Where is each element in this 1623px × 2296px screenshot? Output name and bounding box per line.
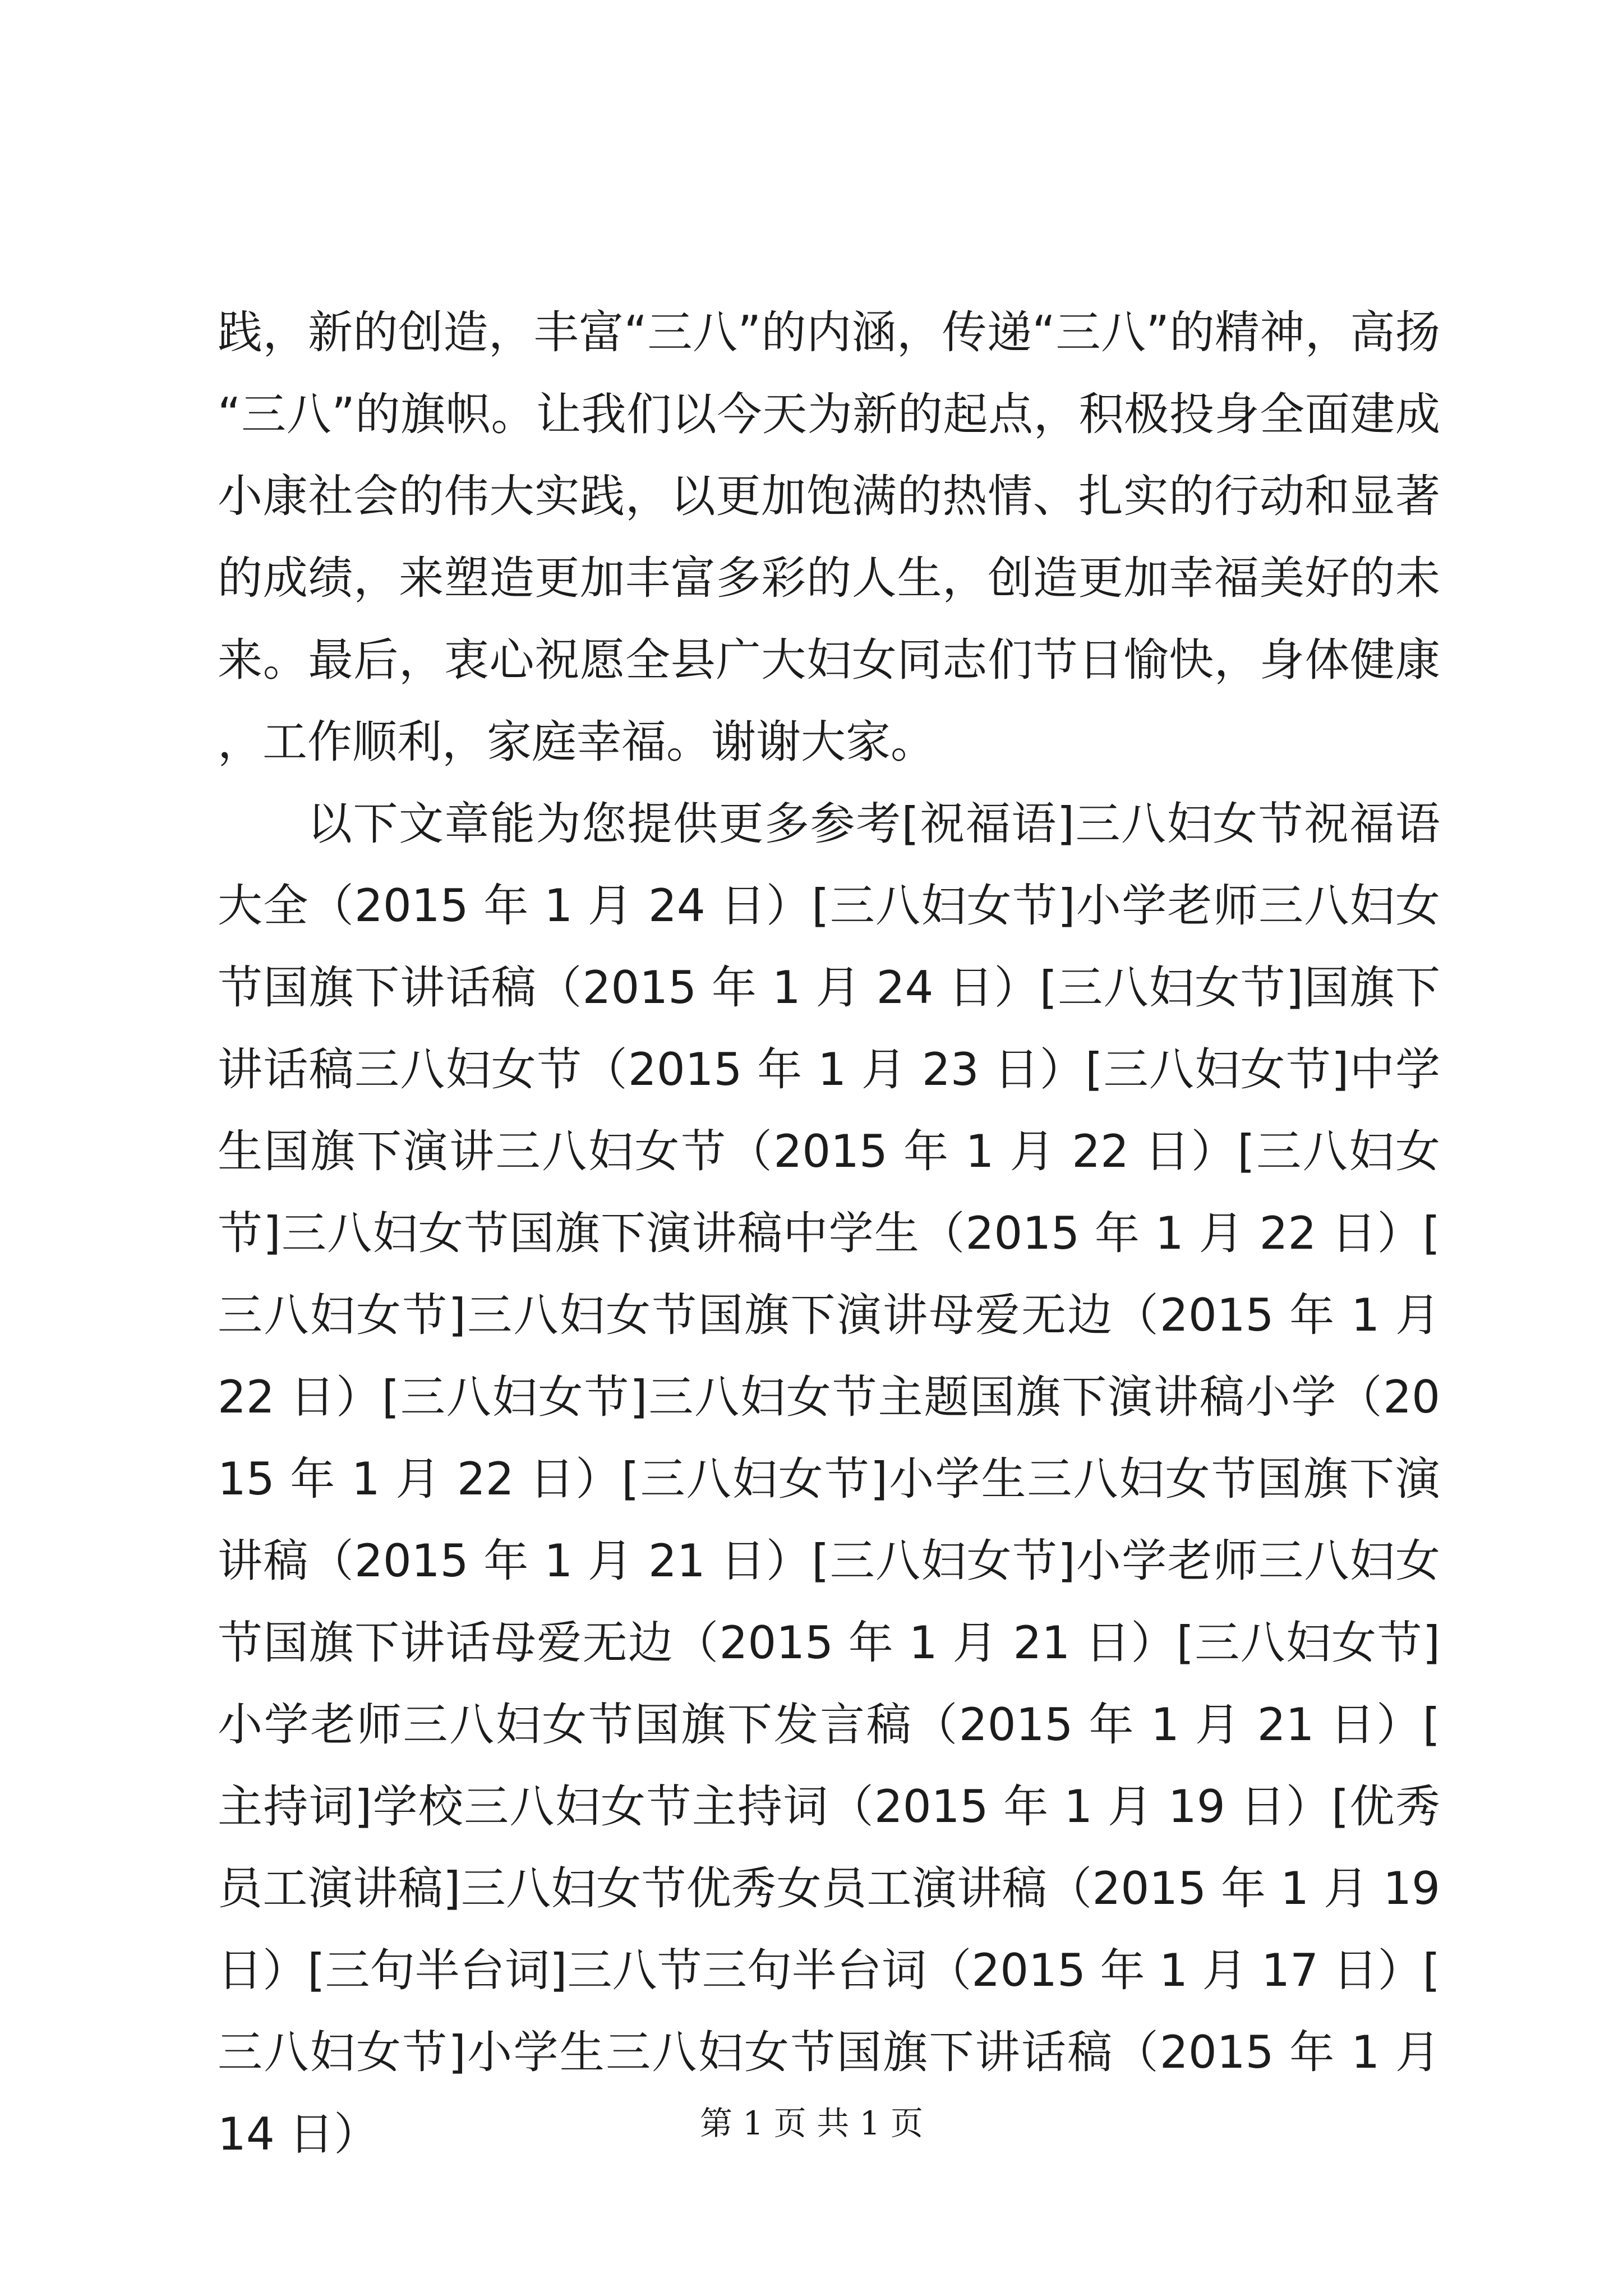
document-body (218, 292, 1440, 2175)
page-footer: 第 1 页 共 1 页 (700, 2104, 923, 2142)
closing-paragraph: 践，新的创造，丰富“三八”的内涵，传递“三八”的精神，高扬“三八”的旗帜。让我们以今天为新的起点，积极投身全面建成小康社会的伟大实践，以更加饱满的热情、扎实的行动和显著的成绩，来塑造更加丰富多彩的人生，创造更加幸福美好的未来。最后，衷心祝愿全县广大妇女同志们节日愉快，身体健康，工作顺利，家庭幸福。谢谢大家。 (218, 306, 1440, 768)
related-articles-paragraph: 以下文章能为您提供更多参考[祝福语]三八妇女节祝福语大全（2015 年 1 月 24 日）[三八妇女节]小学老师三八妇女节国旗下讲话稿（2015 年 1 月 24 日）[三八妇女节]国旗下讲话稿三八妇女节（2015 年 1 月 23 日）[三八妇女节]中学生国旗下演讲三八妇女节（2015 年 1 月 22 日）[三八妇女节]三八妇女节国旗下演讲稿中学生（2015 年 1 月 22 日）[三八妇女节]三八妇女节国旗下演讲母爱无边（2015 年 1 月 22 日）[三八妇女节]三八妇女节主题国旗下演讲稿小学（2015 年 1 月 22 日）[三八妇女节]小学生三八妇女节国旗下演讲稿（2015 年 1 月 21 日）[三八妇女节]小学老师三八妇女节国旗下讲话母爱无边（2015 年 1 月 21 日）[三八妇女节]小学老师三八妇女节国旗下发言稿（2015 年 1 月 21 日）[主持词]学校三八妇女节主持词（2015 年 1 月 19 日）[优秀员工演讲稿]三八妇女节优秀女员工演讲稿（2015 年 1 月 19 日）[三句半台词]三八节三句半台词（2015 年 1 月 17 日）[三八妇女节]小学生三八妇女节国旗下讲话稿（2015 年 1 月 14 日） (218, 798, 1440, 2160)
